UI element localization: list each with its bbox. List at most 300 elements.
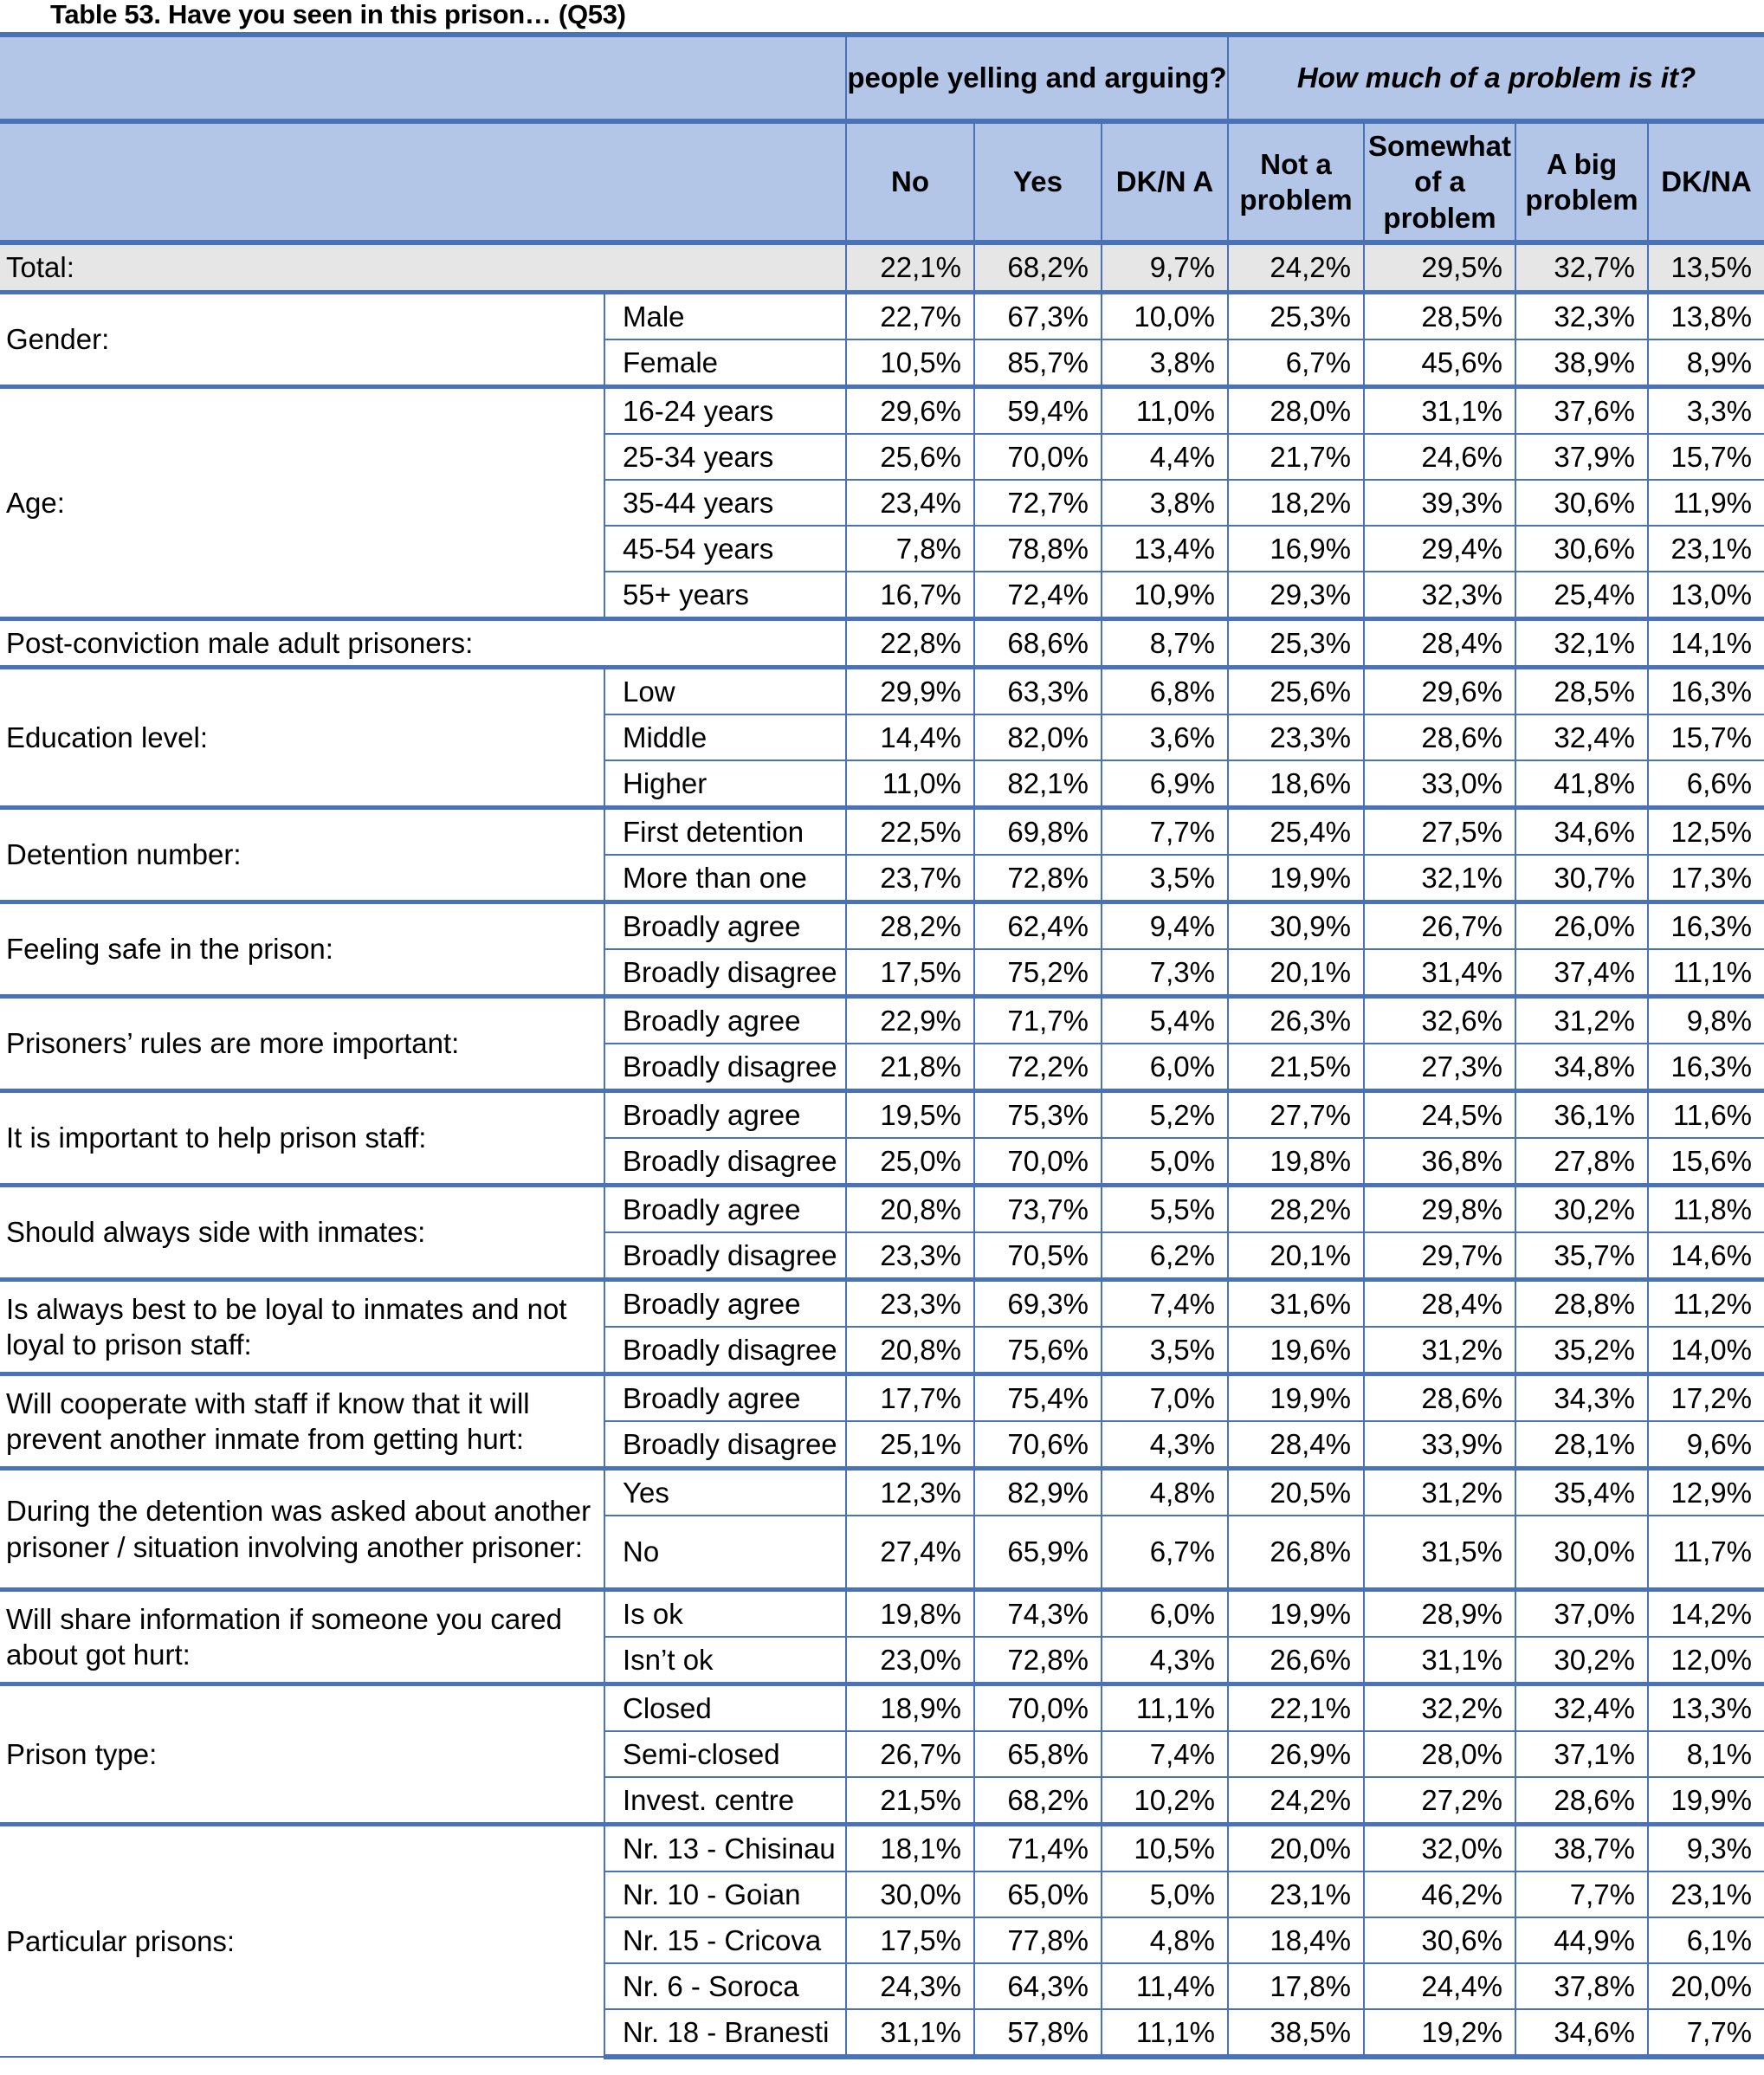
table-row (0, 1374, 1764, 1422)
table-cell-value: 75,6% (974, 1327, 1102, 1374)
table-cell-value: 20,8% (846, 1327, 974, 1374)
subgroup-label: Nr. 6 - Soroca (604, 1963, 846, 2009)
table-cell-value: 26,3% (1228, 997, 1364, 1044)
table-cell-value: 37,9% (1515, 434, 1648, 480)
column-header: DK/N A (1102, 121, 1228, 242)
table-cell-value: 30,7% (1515, 855, 1648, 902)
table-cell-value: 16,3% (1648, 1044, 1764, 1091)
table-cell-value: 72,2% (974, 1044, 1102, 1091)
table-cell-value: 35,4% (1515, 1469, 1648, 1516)
table-cell-value: 19,9% (1228, 1590, 1364, 1638)
table-cell-value: 14,4% (846, 714, 974, 760)
table-cell-value: 22,1% (1228, 1684, 1364, 1732)
table-cell-value: 24,3% (846, 1963, 974, 2009)
subgroup-label: Broadly disagree (604, 1421, 846, 1469)
table-cell-value: 70,6% (974, 1421, 1102, 1469)
table-cell-value: 69,3% (974, 1280, 1102, 1328)
table-cell-value: 3,3% (1648, 387, 1764, 435)
table-cell-value: 19,9% (1648, 1777, 1764, 1825)
table-cell-value: 28,4% (1228, 1421, 1364, 1469)
table-cell-value: 5,0% (1102, 1138, 1228, 1186)
table-cell-value: 70,5% (974, 1232, 1102, 1280)
table-cell-value: 13,3% (1648, 1684, 1764, 1732)
table-cell-value: 23,3% (846, 1232, 974, 1280)
table-cell-value: 3,8% (1102, 339, 1228, 387)
table-cell-value: 11,1% (1102, 1684, 1228, 1732)
table-cell-value: 14,6% (1648, 1232, 1764, 1280)
table-cell-value: 31,1% (1364, 387, 1515, 435)
table-cell-value: 24,5% (1364, 1091, 1515, 1139)
table-cell-value: 23,1% (1648, 526, 1764, 572)
table-cell-value: 59,4% (974, 387, 1102, 435)
table-cell-value: 13,8% (1648, 293, 1764, 340)
table-cell-value: 31,1% (1364, 1637, 1515, 1684)
table-cell-value: 38,5% (1228, 2009, 1364, 2057)
subgroup-label: No (604, 1516, 846, 1590)
table-cell-value: 21,7% (1228, 434, 1364, 480)
table-cell-value: 29,9% (846, 668, 974, 715)
subgroup-label: Higher (604, 760, 846, 808)
table-cell-value: 82,9% (974, 1469, 1102, 1516)
table-cell-value: 27,7% (1228, 1091, 1364, 1139)
table-cell-value: 22,5% (846, 808, 974, 856)
subgroup-label: 35-44 years (604, 480, 846, 526)
table-cell-value: 32,1% (1364, 855, 1515, 902)
table-cell-value: 37,6% (1515, 387, 1648, 435)
subgroup-label: Broadly disagree (604, 1044, 846, 1091)
table-cell-value: 28,9% (1364, 1590, 1515, 1638)
table-cell-value: 6,1% (1648, 1917, 1764, 1963)
group-label: Particular prisons: (0, 1825, 604, 2058)
table-cell-value: 38,7% (1515, 1825, 1648, 1872)
table-cell-value: 6,7% (1102, 1516, 1228, 1590)
table-cell-value: 24,4% (1364, 1963, 1515, 2009)
table-row (0, 293, 1764, 340)
table-cell-value: 68,2% (974, 1777, 1102, 1825)
table-cell-value: 7,3% (1102, 949, 1228, 997)
table-cell-value: 19,9% (1228, 1374, 1364, 1422)
table-cell-value: 23,0% (846, 1637, 974, 1684)
table-cell-value: 70,0% (974, 434, 1102, 480)
table-cell-value: 4,4% (1102, 434, 1228, 480)
table-cell-value: 72,7% (974, 480, 1102, 526)
table-cell-value: 27,8% (1515, 1138, 1648, 1186)
table-cell-value: 27,3% (1364, 1044, 1515, 1091)
table-cell-value: 6,9% (1102, 760, 1228, 808)
table-row (0, 1825, 1764, 1872)
subgroup-label: Semi-closed (604, 1731, 846, 1777)
table-cell-value: 32,4% (1515, 1684, 1648, 1732)
table-row (0, 1469, 1764, 1516)
subgroup-label: Broadly agree (604, 1374, 846, 1422)
table-cell-value: 17,8% (1228, 1963, 1364, 2009)
table-cell-value: 15,7% (1648, 714, 1764, 760)
table-cell-value: 26,6% (1228, 1637, 1364, 1684)
table-cell-value: 31,2% (1364, 1469, 1515, 1516)
subgroup-label: Broadly agree (604, 1186, 846, 1233)
table-cell-value: 29,4% (1364, 526, 1515, 572)
table-cell-value: 14,2% (1648, 1590, 1764, 1638)
table-cell-value: 23,3% (846, 1280, 974, 1328)
subgroup-label: Broadly disagree (604, 1232, 846, 1280)
table-cell-value: 28,0% (1228, 387, 1364, 435)
table-cell-value: 72,4% (974, 572, 1102, 619)
subgroup-label: Is ok (604, 1590, 846, 1638)
table-cell-value: 12,9% (1648, 1469, 1764, 1516)
table-cell-value: 10,5% (846, 339, 974, 387)
table-cell-value: 17,5% (846, 949, 974, 997)
table-cell-value: 7,7% (1515, 1871, 1648, 1917)
table-cell-value: 16,7% (846, 572, 974, 619)
table-cell-value: 31,6% (1228, 1280, 1364, 1328)
table-cell-value: 3,6% (1102, 714, 1228, 760)
table-cell-value: 19,8% (1228, 1138, 1364, 1186)
table-cell-value: 21,5% (846, 1777, 974, 1825)
table-cell-value: 10,5% (1102, 1825, 1228, 1872)
table-cell-value: 74,3% (974, 1590, 1102, 1638)
subgroup-label: First detention (604, 808, 846, 856)
table-cell-value: 30,6% (1515, 480, 1648, 526)
table-cell-value: 9,4% (1102, 902, 1228, 950)
table-cell-value: 31,5% (1364, 1516, 1515, 1590)
table-cell-value: 6,6% (1648, 760, 1764, 808)
table-cell-value: 34,6% (1515, 808, 1648, 856)
table-cell-value: 72,8% (974, 855, 1102, 902)
table-cell-value: 44,9% (1515, 1917, 1648, 1963)
table-cell-value: 37,4% (1515, 949, 1648, 997)
table-cell-value: 15,7% (1648, 434, 1764, 480)
table-cell-value: 23,4% (846, 480, 974, 526)
table-cell-value: 65,9% (974, 1516, 1102, 1590)
table-row (0, 997, 1764, 1044)
table-cell-value: 25,4% (1515, 572, 1648, 619)
table-cell-value: 64,3% (974, 1963, 1102, 2009)
header-group-yelling: people yelling and arguing? (846, 35, 1228, 121)
table-cell-value: 36,8% (1364, 1138, 1515, 1186)
table-cell-value: 26,7% (846, 1731, 974, 1777)
table-cell-value: 23,3% (1228, 714, 1364, 760)
table-cell-value: 67,3% (974, 293, 1102, 340)
table-cell-value: 20,5% (1228, 1469, 1364, 1516)
table-cell-value: 20,8% (846, 1186, 974, 1233)
table-cell-value: 25,3% (1228, 293, 1364, 340)
table-cell-value: 11,2% (1648, 1280, 1764, 1328)
header-blank (0, 35, 846, 121)
table-cell-value: 28,2% (846, 902, 974, 950)
table-cell-value: 29,7% (1364, 1232, 1515, 1280)
table-cell-value: 28,1% (1515, 1421, 1648, 1469)
table-cell-value: 30,0% (846, 1871, 974, 1917)
subgroup-label: Nr. 13 - Chisinau (604, 1825, 846, 1872)
table-cell-value: 22,8% (846, 619, 974, 668)
table-cell-value: 32,7% (1515, 242, 1648, 293)
table-cell-value: 39,3% (1364, 480, 1515, 526)
table-cell-value: 34,3% (1515, 1374, 1648, 1422)
table-cell-value: 22,9% (846, 997, 974, 1044)
table-cell-value: 11,4% (1102, 1963, 1228, 2009)
table-cell-value: 27,4% (846, 1516, 974, 1590)
group-label: Will cooperate with staff if know that it will prevent another inmate from getting hurt: (0, 1374, 604, 1469)
group-label: Should always side with inmates: (0, 1186, 604, 1280)
table-cell-value: 37,8% (1515, 1963, 1648, 2009)
table-cell-value: 25,6% (846, 434, 974, 480)
table-cell-value: 72,8% (974, 1637, 1102, 1684)
table-cell-value: 23,1% (1228, 1871, 1364, 1917)
group-label: Detention number: (0, 808, 604, 902)
table-cell-value: 75,3% (974, 1091, 1102, 1139)
table-cell-value: 13,4% (1102, 526, 1228, 572)
table-cell-value: 20,1% (1228, 949, 1364, 997)
table-cell-value: 78,8% (974, 526, 1102, 572)
table-cell-value: 34,8% (1515, 1044, 1648, 1091)
table-cell-value: 17,3% (1648, 855, 1764, 902)
table-cell-value: 21,8% (846, 1044, 974, 1091)
header-group-problem: How much of a problem is it? (1228, 35, 1764, 121)
table-cell-value: 31,4% (1364, 949, 1515, 997)
table-cell-value: 18,1% (846, 1825, 974, 1872)
table-cell-value: 19,8% (846, 1590, 974, 1638)
table-cell-value: 30,9% (1228, 902, 1364, 950)
subgroup-label: 16-24 years (604, 387, 846, 435)
table-cell-value: 41,8% (1515, 760, 1648, 808)
table-cell-value: 65,8% (974, 1731, 1102, 1777)
table-cell-value: 12,0% (1648, 1637, 1764, 1684)
table-cell-value: 16,9% (1228, 526, 1364, 572)
table-cell-value: 28,5% (1364, 293, 1515, 340)
subgroup-label: Closed (604, 1684, 846, 1732)
table-cell-value: 13,5% (1648, 242, 1764, 293)
table-cell-value: 11,9% (1648, 480, 1764, 526)
subgroup-label: Broadly agree (604, 902, 846, 950)
table-row (0, 1091, 1764, 1139)
table-cell-value: 57,8% (974, 2009, 1102, 2057)
table-cell-value: 30,2% (1515, 1637, 1648, 1684)
table-row (0, 1684, 1764, 1732)
row-label: Total: (0, 242, 846, 293)
table-cell-value: 62,4% (974, 902, 1102, 950)
table-cell-value: 73,7% (974, 1186, 1102, 1233)
table-cell-value: 17,5% (846, 1917, 974, 1963)
table-cell-value: 7,7% (1102, 808, 1228, 856)
table-cell-value: 6,7% (1228, 339, 1364, 387)
table-cell-value: 63,3% (974, 668, 1102, 715)
table-cell-value: 25,3% (1228, 619, 1364, 668)
table-cell-value: 28,0% (1364, 1731, 1515, 1777)
table-cell-value: 20,1% (1228, 1232, 1364, 1280)
group-label: During the detention was asked about another prisoner / situation involving another prisoner: (0, 1469, 604, 1590)
table-cell-value: 18,9% (846, 1684, 974, 1732)
table-cell-value: 16,3% (1648, 902, 1764, 950)
table-cell-value: 8,1% (1648, 1731, 1764, 1777)
table-cell-value: 70,0% (974, 1138, 1102, 1186)
table-cell-value: 27,5% (1364, 808, 1515, 856)
table-cell-value: 75,2% (974, 949, 1102, 997)
subgroup-label: Male (604, 293, 846, 340)
table-cell-value: 25,1% (846, 1421, 974, 1469)
table-cell-value: 5,0% (1102, 1871, 1228, 1917)
table-cell-value: 24,2% (1228, 242, 1364, 293)
table-cell-value: 7,0% (1102, 1374, 1228, 1422)
table-cell-value: 18,4% (1228, 1917, 1364, 1963)
table-cell-value: 13,0% (1648, 572, 1764, 619)
table-cell-value: 20,0% (1648, 1963, 1764, 2009)
table-cell-value: 11,0% (846, 760, 974, 808)
table-cell-value: 31,1% (846, 2009, 974, 2057)
column-header: A big problem (1515, 121, 1648, 242)
table-cell-value: 9,7% (1102, 242, 1228, 293)
group-label: Education level: (0, 668, 604, 808)
table-cell-value: 19,6% (1228, 1327, 1364, 1374)
table-cell-value: 71,4% (974, 1825, 1102, 1872)
table-cell-value: 65,0% (974, 1871, 1102, 1917)
group-label: Feeling safe in the prison: (0, 902, 604, 997)
table-cell-value: 26,9% (1228, 1731, 1364, 1777)
table-cell-value: 29,6% (1364, 668, 1515, 715)
table-cell-value: 70,0% (974, 1684, 1102, 1732)
table-cell-value: 29,5% (1364, 242, 1515, 293)
table-cell-value: 7,4% (1102, 1731, 1228, 1777)
subgroup-label: Nr. 15 - Cricova (604, 1917, 846, 1963)
table-cell-value: 32,3% (1515, 293, 1648, 340)
table-cell-value: 3,8% (1102, 480, 1228, 526)
group-label: Prisoners’ rules are more important: (0, 997, 604, 1091)
column-header: DK/NA (1648, 121, 1764, 242)
table-cell-value: 9,6% (1648, 1421, 1764, 1469)
table-cell-value: 33,9% (1364, 1421, 1515, 1469)
table-cell-value: 31,2% (1515, 997, 1648, 1044)
table-cell-value: 11,1% (1102, 2009, 1228, 2057)
table-cell-value: 37,1% (1515, 1731, 1648, 1777)
table-cell-value: 16,3% (1648, 668, 1764, 715)
column-header: Somewhat of a problem (1364, 121, 1515, 242)
group-label: It is important to help prison staff: (0, 1091, 604, 1186)
table-cell-value: 19,9% (1228, 855, 1364, 902)
subgroup-label: Yes (604, 1469, 846, 1516)
group-label: Gender: (0, 293, 604, 387)
table-cell-value: 24,2% (1228, 1777, 1364, 1825)
table-cell-value: 7,7% (1648, 2009, 1764, 2057)
table-cell-value: 32,6% (1364, 997, 1515, 1044)
table-row (0, 808, 1764, 856)
table-cell-value: 17,7% (846, 1374, 974, 1422)
group-label: Age: (0, 387, 604, 619)
table-cell-value: 14,0% (1648, 1327, 1764, 1374)
table-cell-value: 46,2% (1364, 1871, 1515, 1917)
subgroup-label: Broadly disagree (604, 1138, 846, 1186)
table-cell-value: 28,6% (1364, 714, 1515, 760)
table-cell-value: 30,2% (1515, 1186, 1648, 1233)
table-cell-value: 14,1% (1648, 619, 1764, 668)
table-cell-value: 12,5% (1648, 808, 1764, 856)
total-row (0, 242, 1764, 293)
table-cell-value: 68,6% (974, 619, 1102, 668)
table-cell-value: 28,2% (1228, 1186, 1364, 1233)
table-cell-value: 28,8% (1515, 1280, 1648, 1328)
table-cell-value: 4,8% (1102, 1917, 1228, 1963)
table-cell-value: 10,2% (1102, 1777, 1228, 1825)
subgroup-label: Broadly agree (604, 1280, 846, 1328)
table-row (0, 1186, 1764, 1233)
table-cell-value: 22,1% (846, 242, 974, 293)
table-cell-value: 25,0% (846, 1138, 974, 1186)
table-cell-value: 30,0% (1515, 1516, 1648, 1590)
column-header: Yes (974, 121, 1102, 242)
table-cell-value: 28,4% (1364, 1280, 1515, 1328)
table-cell-value: 12,3% (846, 1469, 974, 1516)
table-cell-value: 10,9% (1102, 572, 1228, 619)
table-cell-value: 31,2% (1364, 1327, 1515, 1374)
group-label: Will share information if someone you cared about got hurt: (0, 1590, 604, 1684)
table-cell-value: 11,8% (1648, 1186, 1764, 1233)
table-cell-value: 3,5% (1102, 1327, 1228, 1374)
table-cell-value: 19,2% (1364, 2009, 1515, 2057)
table-cell-value: 82,1% (974, 760, 1102, 808)
table-cell-value: 11,1% (1648, 949, 1764, 997)
group-label: Post-conviction male adult prisoners: (0, 619, 846, 668)
table-cell-value: 21,5% (1228, 1044, 1364, 1091)
subgroup-label: Isn’t ok (604, 1637, 846, 1684)
table-cell-value: 69,8% (974, 808, 1102, 856)
table-cell-value: 3,5% (1102, 855, 1228, 902)
table-cell-value: 29,6% (846, 387, 974, 435)
table-title: Table 53. Have you seen in this prison… (Q53) (50, 0, 626, 29)
table-cell-value: 8,9% (1648, 339, 1764, 387)
table-cell-value: 29,8% (1364, 1186, 1515, 1233)
table-row (0, 387, 1764, 435)
table-cell-value: 19,5% (846, 1091, 974, 1139)
subgroup-label: Broadly disagree (604, 949, 846, 997)
table-cell-value: 77,8% (974, 1917, 1102, 1963)
table-row (0, 1280, 1764, 1328)
subgroup-label: Female (604, 339, 846, 387)
subgroup-label: 45-54 years (604, 526, 846, 572)
table-cell-value: 8,7% (1102, 619, 1228, 668)
table-cell-value: 10,0% (1102, 293, 1228, 340)
subgroup-label: More than one (604, 855, 846, 902)
table-cell-value: 5,2% (1102, 1091, 1228, 1139)
subgroup-label: 55+ years (604, 572, 846, 619)
table-cell-value: 9,8% (1648, 997, 1764, 1044)
table-cell-value: 35,2% (1515, 1327, 1648, 1374)
table-cell-value: 71,7% (974, 997, 1102, 1044)
table-cell-value: 18,2% (1228, 480, 1364, 526)
table-cell-value: 33,0% (1364, 760, 1515, 808)
column-header: No (846, 121, 974, 242)
table-cell-value: 32,3% (1364, 572, 1515, 619)
table-cell-value: 28,5% (1515, 668, 1648, 715)
table-cell-value: 17,2% (1648, 1374, 1764, 1422)
table-cell-value: 45,6% (1364, 339, 1515, 387)
table-cell-value: 27,2% (1364, 1777, 1515, 1825)
table-cell-value: 25,6% (1228, 668, 1364, 715)
column-header: Not a problem (1228, 121, 1364, 242)
group-label: Prison type: (0, 1684, 604, 1825)
results-table (0, 32, 1764, 2059)
table-cell-value: 23,7% (846, 855, 974, 902)
table-cell-value: 6,8% (1102, 668, 1228, 715)
table-cell-value: 24,6% (1364, 434, 1515, 480)
subgroup-label: Broadly disagree (604, 1327, 846, 1374)
subgroup-label: Nr. 10 - Goian (604, 1871, 846, 1917)
table-cell-value: 6,0% (1102, 1044, 1228, 1091)
table-cell-value: 32,0% (1364, 1825, 1515, 1872)
table-row (0, 668, 1764, 715)
table-cell-value: 28,6% (1515, 1777, 1648, 1825)
table-cell-value: 32,1% (1515, 619, 1648, 668)
header-blank (0, 121, 846, 242)
table-cell-value: 9,3% (1648, 1825, 1764, 1872)
table-row (0, 902, 1764, 950)
